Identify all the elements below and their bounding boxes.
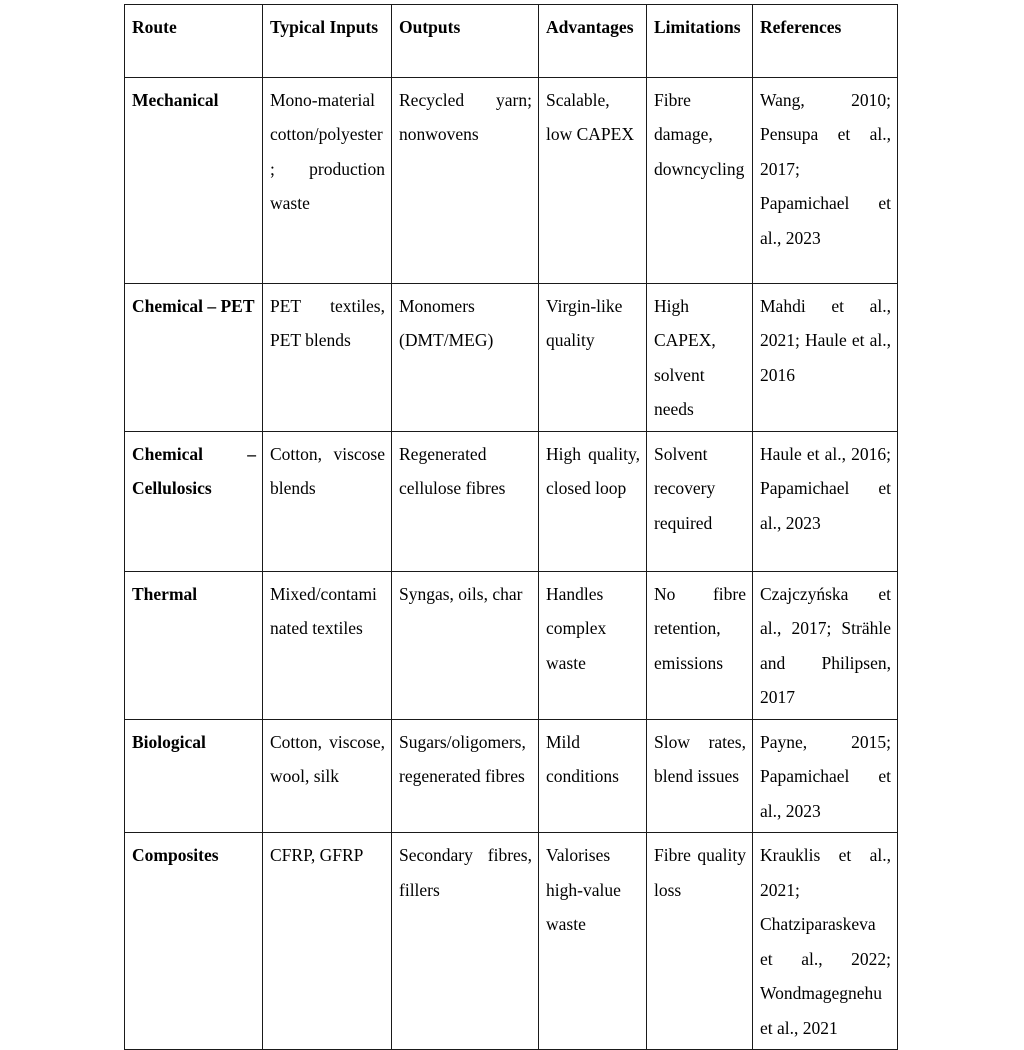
cell-limitations: Fibre quality loss [647,833,753,1050]
cell-route: Composites [125,833,263,1050]
table-row [125,571,898,719]
cell-typical-inputs: Cotton, viscose blends [263,431,392,571]
table-row [125,431,898,571]
cell-route: Mechanical [125,78,263,284]
cell-outputs: Regenerated cellulose fibres [392,431,539,571]
cell-outputs: Monomers (DMT/MEG) [392,284,539,432]
table-body [125,78,898,1050]
cell-typical-inputs: Mono-material cotton/polyester; production waste [263,78,392,284]
cell-advantages: Valorises high-value waste [539,833,647,1050]
cell-references: Payne, 2015; Papamichael et al., 2023 [753,719,898,832]
table-row [125,78,898,284]
recycling-routes-table [124,4,898,1050]
cell-route: Biological [125,719,263,832]
cell-outputs: Recycled yarn; nonwovens [392,78,539,284]
cell-limitations: Solvent recovery required [647,431,753,571]
cell-advantages: Virgin-like quality [539,284,647,432]
column-header-typical-inputs: Typical Inputs [263,5,392,78]
cell-advantages: Scalable, low CAPEX [539,78,647,284]
table-header [125,5,898,78]
cell-advantages: Mild conditions [539,719,647,832]
cell-typical-inputs: Cotton, viscose, wool, silk [263,719,392,832]
column-header-route: Route [125,5,263,78]
cell-outputs: Sugars/oligomers, regenerated fibres [392,719,539,832]
cell-typical-inputs: PET textiles, PET blends [263,284,392,432]
column-header-references: References [753,5,898,78]
table-row [125,719,898,832]
cell-outputs: Syngas, oils, char [392,571,539,719]
cell-references: Krauklis et al., 2021; Chatziparaskeva et al., 2022; Wondmagegnehu et al., 2021 [753,833,898,1050]
column-header-limitations: Limitations [647,5,753,78]
cell-typical-inputs: CFRP, GFRP [263,833,392,1050]
cell-advantages: High quality, closed loop [539,431,647,571]
cell-limitations: Slow rates, blend issues [647,719,753,832]
cell-route: Chemical – Cellulosics [125,431,263,571]
cell-references: Wang, 2010; Pensupa et al., 2017; Papamichael et al., 2023 [753,78,898,284]
cell-limitations: High CAPEX, solvent needs [647,284,753,432]
cell-limitations: Fibre damage, downcycling [647,78,753,284]
table-row [125,833,898,1050]
cell-advantages: Handles complex waste [539,571,647,719]
cell-references: Haule et al., 2016; Papamichael et al., 2023 [753,431,898,571]
column-header-advantages: Advantages [539,5,647,78]
cell-limitations: No fibre retention, emissions [647,571,753,719]
column-header-outputs: Outputs [392,5,539,78]
cell-outputs: Secondary fibres, fillers [392,833,539,1050]
cell-route: Chemical – PET [125,284,263,432]
cell-route: Thermal [125,571,263,719]
cell-typical-inputs: Mixed/contaminated textiles [263,571,392,719]
cell-references: Mahdi et al., 2021; Haule et al., 2016 [753,284,898,432]
table-row [125,284,898,432]
cell-references: Czajczyńska et al., 2017; Strähle and Philipsen, 2017 [753,571,898,719]
table-header-row [125,5,898,78]
